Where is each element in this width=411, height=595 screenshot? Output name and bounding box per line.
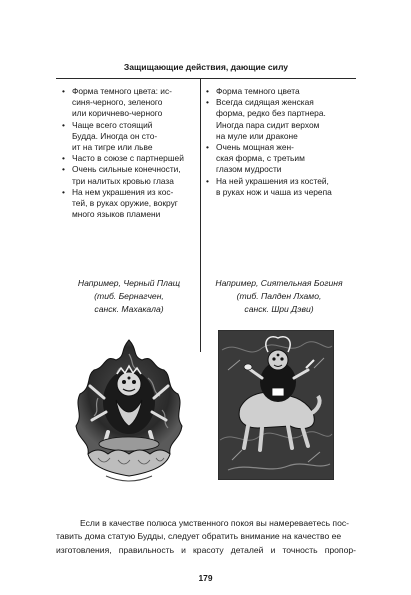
bullet-line: форма, редко без партнера.	[216, 108, 326, 119]
body-paragraph	[56, 517, 356, 557]
bullet-line: • Форма темного цвета	[216, 86, 300, 96]
bullet-item	[62, 153, 196, 164]
caption-line: (тиб. Бернагчен,	[94, 291, 164, 301]
bullet-line: • Часто в союзе с партнершей	[72, 153, 184, 164]
bullet-line: на муле или драконе	[216, 130, 298, 141]
caption-line: Например, Черный Плащ	[77, 278, 181, 288]
bullet-item	[62, 187, 196, 221]
right-caption	[206, 277, 352, 316]
bullet-line: в руках нож и чаша из черепа	[216, 186, 332, 197]
bullet-item	[206, 86, 352, 97]
caption-line: (тиб. Палден Лхамо,	[236, 291, 322, 301]
body-line: Если в качестве полюса умственного покоя вы намереваетесь пос-	[80, 518, 350, 528]
bullet-line: • Очень мощная жен-	[216, 142, 294, 153]
bullet-item	[206, 176, 352, 198]
table-column-divider	[200, 78, 201, 352]
bullet-line: • Всегда сидящая женская	[216, 97, 314, 108]
body-line: тавить дома статую Будды, следует обратить внимание на качество ее	[56, 531, 342, 542]
bullet-line: синя-черного, зеленого	[72, 97, 163, 108]
bullet-line: ит на тигре или льве	[72, 142, 153, 153]
bullet-line: • Форма темного цвета: ис-	[72, 86, 172, 96]
left-bullet-list	[62, 86, 196, 220]
bullet-item	[62, 164, 196, 186]
bullet-item	[62, 120, 196, 154]
bullet-line: ская форма, с третьим	[216, 153, 305, 164]
table-title: Защищающие действия, дающие силу	[123, 62, 289, 72]
table-header-rule	[56, 78, 356, 79]
mahakala-illustration	[68, 336, 190, 488]
bullet-line: • На ней украшения из костей,	[216, 175, 329, 186]
bullet-item	[206, 142, 352, 176]
caption-line: Например, Сиятельная Богиня	[215, 278, 343, 288]
bullet-line: Иногда пара сидит верхом	[216, 119, 320, 130]
left-caption	[62, 277, 196, 316]
bullet-line: глазом мудрости	[216, 164, 282, 175]
palden-lhamo-illustration	[218, 330, 334, 480]
bullet-item	[62, 86, 196, 120]
bullet-line: • На нем украшения из кос-	[72, 186, 174, 197]
bullet-line: тей, в руках оружие, вокруг	[72, 198, 178, 209]
caption-line: санск. Махакала)	[94, 304, 164, 314]
right-column	[206, 86, 352, 198]
bullet-line: Будда. Иногда он сто-	[72, 130, 158, 141]
bullet-line: или коричнево-черного	[72, 108, 163, 119]
body-line: изготовления, правильность и красоту деталей и точность пропор-	[56, 544, 356, 555]
bullet-line: • Очень сильные конечности,	[72, 164, 181, 175]
page-number: 179	[198, 573, 213, 583]
bullet-line: три налитых кровью глаза	[72, 175, 174, 186]
bullet-item	[206, 97, 352, 142]
bullet-line: • Чаще всего стоящий	[72, 119, 153, 130]
bullet-line: много языков пламени	[72, 209, 161, 220]
left-column	[62, 86, 196, 220]
right-bullet-list	[206, 86, 352, 198]
caption-line: санск. Шри Дэви)	[244, 304, 314, 314]
